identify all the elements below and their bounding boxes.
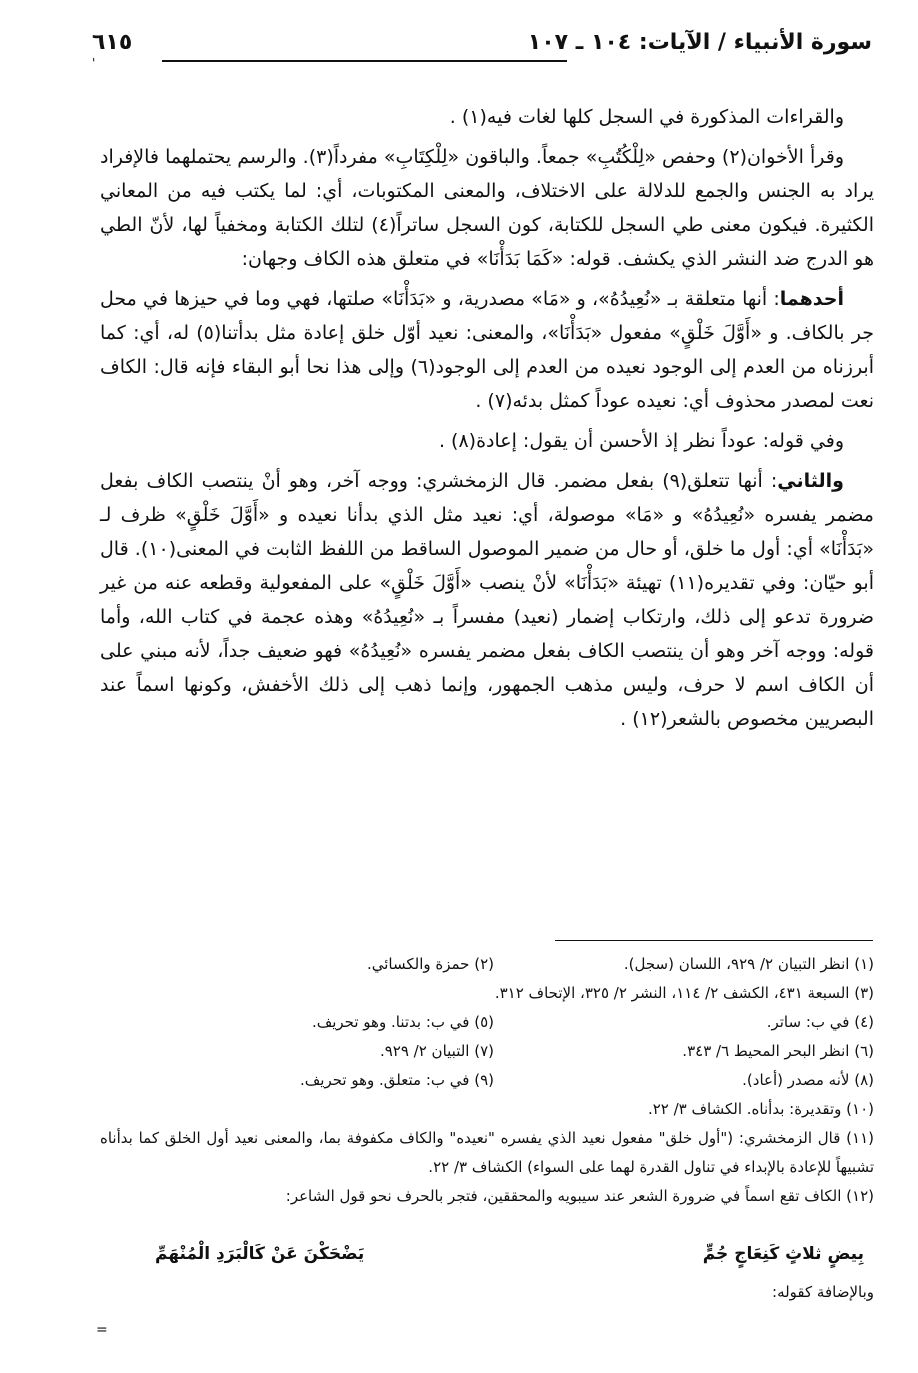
footnote: (١٠) وتقديرة: بدأناه. الكشاف ٣/ ٢٢. xyxy=(647,1100,874,1118)
footnote-row xyxy=(100,950,874,979)
footnote-row xyxy=(100,1037,874,1066)
footnote: (١) انظر التبيان ٢/ ٩٢٩، اللسان (سجل). xyxy=(623,955,874,973)
footnote: (٥) في ب: بدتنا. وهو تحريف. xyxy=(311,1013,494,1031)
footnote-row xyxy=(100,1008,874,1037)
continuation-mark: = xyxy=(96,1322,108,1338)
footnote: (٨) لأنه مصدر (أعاد). xyxy=(742,1071,874,1089)
header-rule xyxy=(162,60,567,62)
verse-hemistich: بِيضٍ ثلاثٍ كَنِعَاجٍ جُمٍّ xyxy=(702,1244,864,1264)
footnote-rule xyxy=(555,940,873,941)
footnote-row xyxy=(100,1066,874,1095)
footnote: (١١) قال الزمخشري: ("أول خلق" مفعول نعيد الذي يفسره "نعيده" والكاف مكفوفة بما، والمعنى نعيد أول الخلق كما بدأناه تشبيهاً للإعادة بالإبداء في تناول القدرة لهما على السواء) الكشاف ٣/ ٢٢. xyxy=(100,1129,874,1176)
page-header xyxy=(92,30,872,66)
paragraph: وفي قوله: عوداً نظر إذ الأحسن أن يقول: إعادة(٨) . xyxy=(438,430,844,452)
margin-mark: ' xyxy=(92,56,96,70)
paragraph-text: : أنها متعلقة بـ «نُعِيدُهُ»، و «مَا» مصدرية، و «بَدَأْنَا» صلتها، فهي وما في حيزها في محل جر بالكاف. و «أَوَّلَ خَلْقٍ» مفعول «بَدَأْنَا»، والمعنى: نعيد أوّل خلق إعادة مثل بدأتنا(٥) له، أي: كما أبرزناه من العدم إلى الوجود نعيده من العدم إلى الوجود(٦) وإلى هذا نحا أبو البقاء فإنه قال: الكاف نعت لمصدر محذوف أي: نعيده عوداً كمثل بدئه(٧) . xyxy=(100,288,875,412)
footnote: (٩) في ب: متعلق. وهو تحريف. xyxy=(299,1071,494,1089)
verse-hemistich: يَضْحَكْنَ عَنْ كَالْبَرَدِ الْمُنْهَمِّ xyxy=(155,1244,365,1264)
paragraph xyxy=(100,282,874,418)
poetry-verse xyxy=(150,1244,874,1278)
paragraph xyxy=(100,464,874,736)
footnote: (٧) التبيان ٢/ ٩٢٩. xyxy=(379,1042,494,1060)
footnote: (١٢) الكاف تقع اسماً في ضرورة الشعر عند سيبويه والمحققين، فتجر بالحرف نحو قول الشاعر: xyxy=(285,1187,874,1205)
paragraph: والقراءات المذكورة في السجل كلها لغات فيه(١) . xyxy=(449,106,844,128)
footnotes xyxy=(100,950,874,1211)
paragraph-lead: والثاني xyxy=(777,470,844,492)
page-number: ٦١٥ xyxy=(92,30,133,55)
running-title: سورة الأنبياء / الآيات: ١٠٤ ـ ١٠٧ xyxy=(527,30,872,55)
paragraph: وقرأ الأخوان(٢) وحفص «لِلْكُتُبِ» جمعاً. والباقون «لِلْكِتَابِ» مفرداً(٣). والرسم يحتملهما فالإفراد يراد به الجنس والجمع للدلالة على الاختلاف، والمعنى المكتوبات، أي: لما يكتب فيه من المعاني الكثيرة. فيكون معنى طي السجل للكتابة، كون السجل ساتراً(٤) لتلك الكتابة ومخفياً لها، لأنّ الطي هو الدرج ضد النشر الذي يكشف. قوله: «كَمَا بَدَأْنَا» في متعلق هذه الكاف وجهان: xyxy=(100,146,874,270)
main-text xyxy=(100,100,874,742)
paragraph-text: : أنها تتعلق(٩) بفعل مضمر. قال الزمخشري: ووجه آخر، وهو أنْ ينتصب الكاف بفعل مضمر يفسره «نُعِيدُهُ» و «مَا» موصولة، أي: نعيد مثل الذي بدأنا نعيده و «أَوَّلَ خَلْقٍ» ظرف لـ «بَدَأْنَا» أي: أول ما خلق، أو حال من ضمير الموصول الساقط من اللفظ الثابت في المعنى(١٠). قال أبو حيّان: وفي تقديره(١١) تهيئة «بَدَأْنَا» لأنْ ينصب «أَوَّلَ خَلْقٍ» على المفعولية وقطعه عنه من غير ضرورة تدعو إلى ذلك، وارتكاب إضمار (نعيد) مفسراً بـ «نُعِيدُهُ» وهذه عجمة في كتاب الله، وأما قوله: ووجه آخر وهو أن ينتصب الكاف بفعل مضمر يفسره «نُعِيدُهُ» فهو ضعيف جداً، لأنه مبني على أن الكاف اسم لا حرف، وليس مذهب الجمهور، وإنما ذهب إلى ذلك الأخفش، وكونها اسماً عند البصريين مخصوص بالشعر(١٢) . xyxy=(100,470,874,730)
paragraph-lead: أحدهما xyxy=(779,288,844,310)
footnote: (٦) انظر البحر المحيط ٦/ ٣٤٣. xyxy=(682,1042,874,1060)
footnote: (٢) حمزة والكسائي. xyxy=(366,955,494,973)
footnote: (٤) في ب: ساتر. xyxy=(766,1013,874,1031)
footnote-continuation: وبالإضافة كقوله: xyxy=(772,1283,874,1301)
footnote: (٣) السبعة ٤٣١، الكشف ٢/ ١١٤، النشر ٢/ ٣٢٥، الإتحاف ٣١٢. xyxy=(494,984,874,1002)
